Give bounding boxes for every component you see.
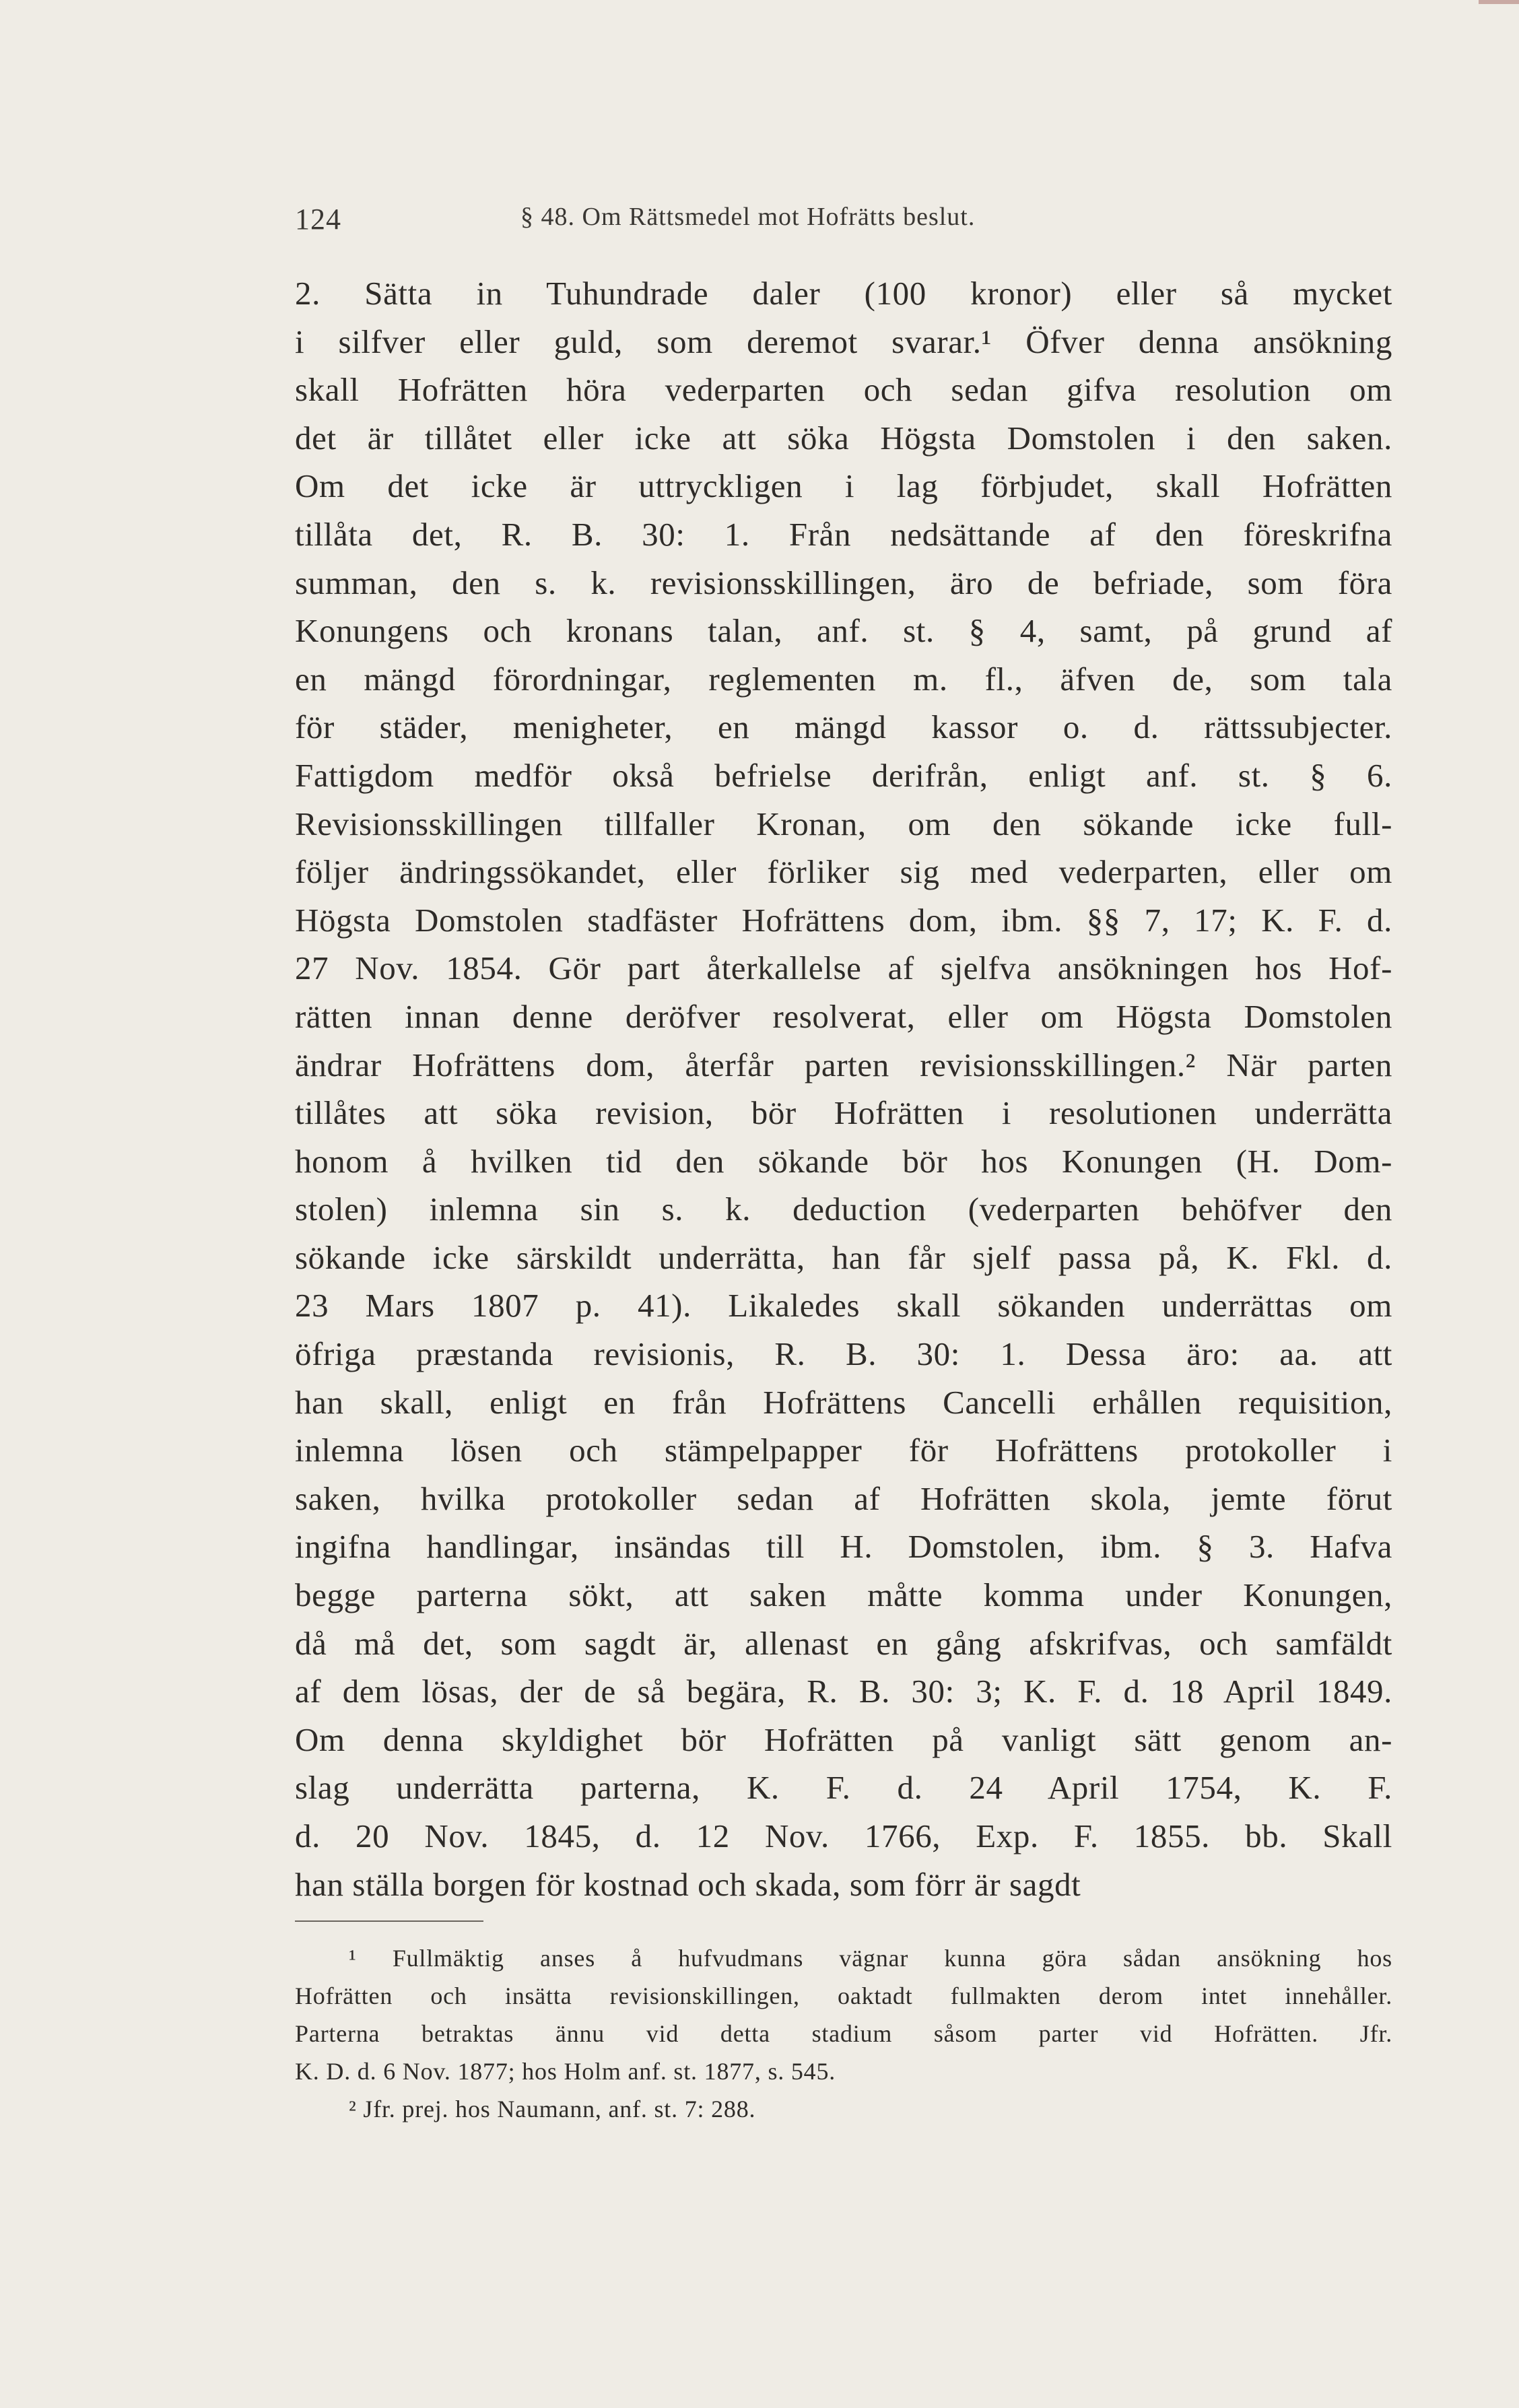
text-line: summan, den s. k. revisionsskillingen, äro de befriade, som föra bbox=[295, 564, 1392, 601]
text-line: det är tillåtet eller icke att söka Högsta Domstolen i den saken. bbox=[295, 419, 1392, 457]
text-line: han ställa borgen för kostnad och skada, som förr är sagdt bbox=[295, 1865, 1081, 1903]
text-line: sökande icke särskildt underrätta, han får sjelf passa på, K. Fkl. d. bbox=[295, 1238, 1392, 1276]
text-line: tillåtes att söka revision, bör Hofrätten i resolutionen underrätta bbox=[295, 1094, 1392, 1132]
body-text bbox=[295, 269, 1392, 1908]
footnote-line: Parterna betraktas ännu vid detta stadium såsom parter vid Hofrätten. Jfr. bbox=[295, 2020, 1392, 2047]
text-line: stolen) inlemna sin s. k. deduction (vederparten behöfver den bbox=[295, 1191, 1392, 1228]
text-line: Konungens och kronans talan, anf. st. § 4, samt, på grund af bbox=[295, 612, 1392, 650]
text-line: han skall, enligt en från Hofrättens Cancelli erhållen requisition, bbox=[295, 1383, 1392, 1421]
footnote-divider bbox=[295, 1920, 483, 1922]
text-line: i silfver eller guld, som deremot svarar.¹ Öfver denna ansökning bbox=[295, 323, 1392, 360]
footnote-line: ² Jfr. prej. hos Naumann, anf. st. 7: 288. bbox=[349, 2096, 756, 2122]
text-line: 27 Nov. 1854. Gör part återkallelse af sjelfva ansökningen hos Hof- bbox=[295, 949, 1392, 987]
text-line: då må det, som sagdt är, allenast en gång afskrifvas, och samfäldt bbox=[295, 1624, 1392, 1662]
text-line: af dem lösas, der de så begära, R. B. 30: 3; K. F. d. 18 April 1849. bbox=[295, 1673, 1392, 1710]
text-line: 2. Sätta in Tuhundrade daler (100 kronor) eller så mycket bbox=[295, 275, 1392, 312]
text-line: följer ändringssökandet, eller förliker sig med vederparten, eller om bbox=[295, 853, 1392, 891]
page-number: 124 bbox=[295, 203, 341, 236]
text-line: Högsta Domstolen stadfäster Hofrättens dom, ibm. §§ 7, 17; K. F. d. bbox=[295, 901, 1392, 939]
text-line: skall Hofrätten höra vederparten och sedan gifva resolution om bbox=[295, 371, 1392, 409]
text-line: slag underrätta parterna, K. F. d. 24 April 1754, K. F. bbox=[295, 1769, 1392, 1807]
text-line: Revisionsskillingen tillfaller Kronan, om den sökande icke full- bbox=[295, 805, 1392, 842]
text-line: begge parterna sökt, att saken måtte komma under Konungen, bbox=[295, 1576, 1392, 1614]
text-line: öfriga præstanda revisionis, R. B. 30: 1. Dessa äro: aa. att bbox=[295, 1335, 1392, 1373]
text-line: ändrar Hofrättens dom, återfår parten revisionsskillingen.² När parten bbox=[295, 1046, 1392, 1083]
text-line: Om det icke är uttryckligen i lag förbjudet, skall Hofrätten bbox=[295, 467, 1392, 505]
text-line: 23 Mars 1807 p. 41). Likaledes skall sökanden underrättas om bbox=[295, 1287, 1392, 1325]
footnote-line: ¹ Fullmäktig anses å hufvudmans vägnar kunna göra sådan ansökning hos bbox=[349, 1945, 1392, 1972]
text-line: Fattigdom medför okså befrielse derifrån, enligt anf. st. § 6. bbox=[295, 756, 1392, 794]
text-line: honom å hvilken tid den sökande bör hos Konungen (H. Dom- bbox=[295, 1142, 1392, 1180]
footnote-line: Hofrätten och insätta revisionskillingen, oaktadt fullmakten derom intet innehåller. bbox=[295, 1982, 1392, 2009]
text-line: saken, hvilka protokoller sedan af Hofrätten skola, jemte förut bbox=[295, 1479, 1392, 1517]
text-line: en mängd förordningar, reglementen m. fl., äfven de, som tala bbox=[295, 660, 1392, 698]
text-line: tillåta det, R. B. 30: 1. Från nedsättande af den föreskrifna bbox=[295, 515, 1392, 553]
page-edge-mark bbox=[1479, 0, 1519, 4]
text-line: ingifna handlingar, insändas till H. Domstolen, ibm. § 3. Hafva bbox=[295, 1528, 1392, 1566]
text-line: för städer, menigheter, en mängd kassor o. d. rättssubjecter. bbox=[295, 708, 1392, 746]
footnotes bbox=[295, 1939, 1392, 2128]
text-line: d. 20 Nov. 1845, d. 12 Nov. 1766, Exp. F. 1855. bb. Skall bbox=[295, 1817, 1392, 1854]
text-line: Om denna skyldighet bör Hofrätten på vanligt sätt genom an- bbox=[295, 1720, 1392, 1758]
running-header bbox=[295, 195, 1399, 242]
footnote-line: K. D. d. 6 Nov. 1877; hos Holm anf. st. 1877, s. 545. bbox=[295, 2058, 836, 2085]
text-line: inlemna lösen och stämpelpapper för Hofrättens protokoller i bbox=[295, 1432, 1392, 1469]
text-line: rätten innan denne deröfver resolverat, eller om Högsta Domstolen bbox=[295, 997, 1392, 1035]
section-title: § 48. Om Rättsmedel mot Hofrätts beslut. bbox=[520, 203, 976, 231]
